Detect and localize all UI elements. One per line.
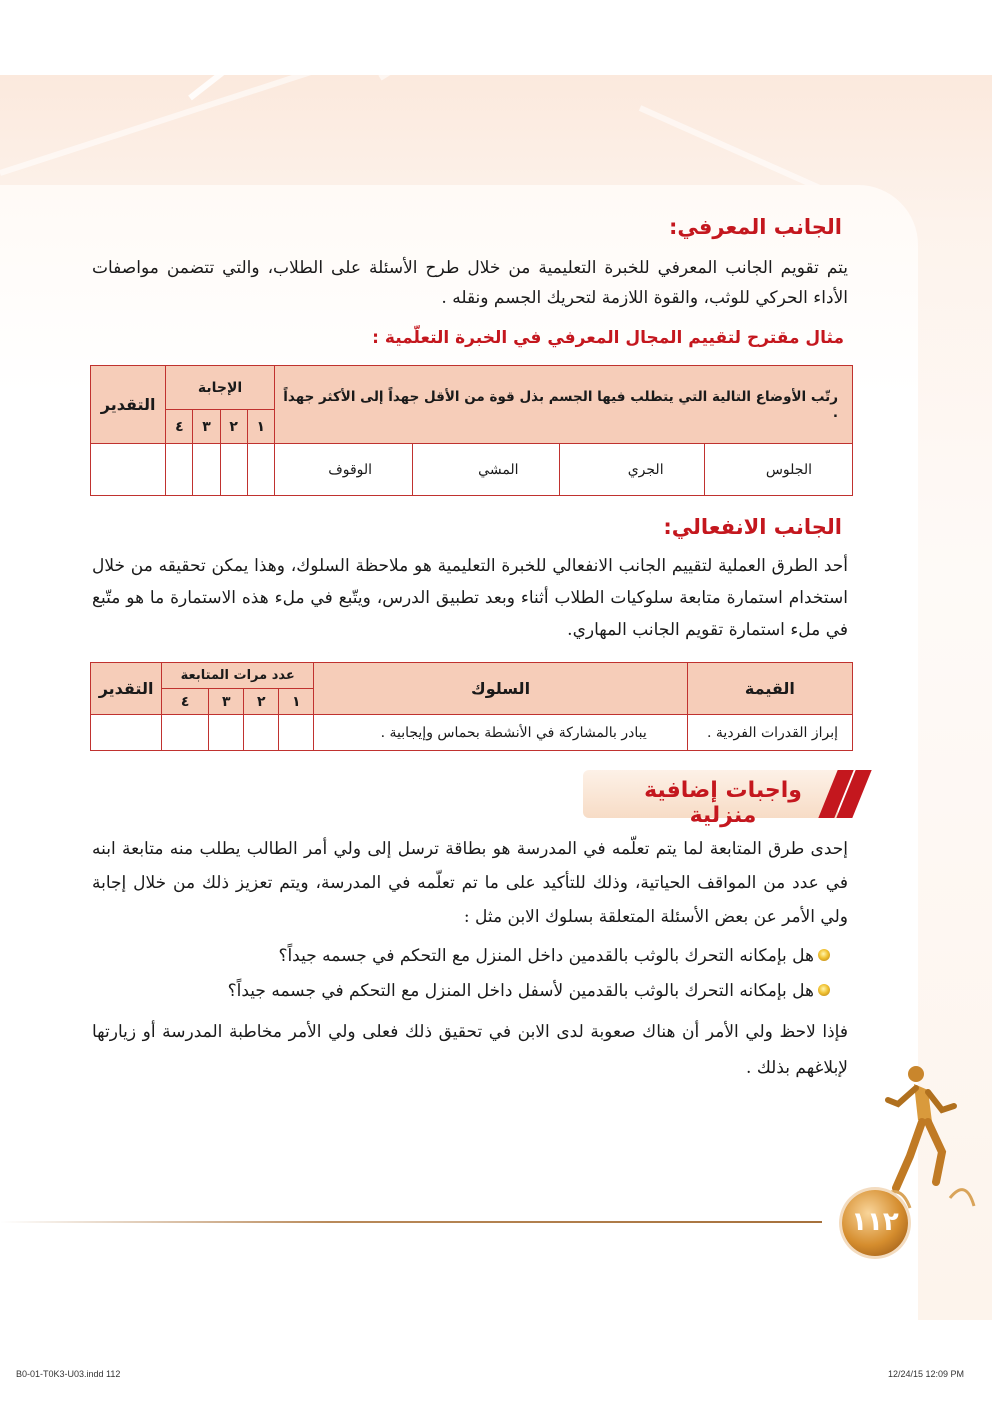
count-box[interactable] [244,715,279,751]
answer-number: ٣ [193,410,220,444]
behavior-header: السلوك [314,663,687,715]
option-cell [274,444,412,496]
answer-header: الإجابة [166,366,274,410]
option-text: المشي [478,461,519,478]
option-cell [559,444,704,496]
count-box[interactable] [162,715,209,751]
homework-title: واجبات إضافية منزلية [644,778,802,828]
behavior-cell [314,715,687,751]
behavior-text: يبادر بالمشاركة في الأنشطة بحماس وإيجابية . [380,724,647,741]
page-number-badge [842,1190,908,1256]
count-number: ٤ [162,689,209,715]
decorative-stripe [378,75,653,81]
file-slug: B0-01-T0K3-U03.indd 112 [16,1369,121,1379]
answer-number: ٤ [166,410,193,444]
section-title-cognitive: الجانب المعرفي: [668,215,842,239]
page-number: ١١٢ [851,1207,899,1237]
answer-box[interactable] [220,444,247,496]
option-text: الجري [627,461,664,478]
answer-number: ٢ [220,410,247,444]
example-title: مثال مقترح لتقييم المجال المعرفي في الخبرة التعلّمية : [372,328,844,348]
grade-box[interactable] [91,715,162,751]
answer-box[interactable] [247,444,274,496]
homework-question: هل بإمكانه التحرك بالوثب بالقدمين داخل المنزل مع التحكم في جسمه جيداً؟ [278,946,814,966]
grade-header: التقدير [91,366,166,444]
runner-head [908,1066,924,1082]
count-number: ٢ [244,689,279,715]
count-box[interactable] [209,715,244,751]
value-header: القيمة [687,663,852,715]
affective-paragraph: أحد الطرق العملية لتقييم الجانب الانفعالي للخبرة التعليمية هو ملاحظة السلوك، وهذا يمكن تحقيقه من خلال استخدام استمارة متابعة سلوكيات الطلاب أثناء وبعد تطبيق الدرس، ويتّبع في ملء هذه الاستمارة ما هو متّبع في ملء استمارة تقويم الجانب المهاري. [92,556,848,640]
runner-arm [928,1092,954,1110]
cognitive-paragraph: يتم تقويم الجانب المعرفي للخبرة التعليمية من خلال طرح الأسئلة على الطلاب، والتي تتضمن مواصفات الأداء الحركي للوثب، والقوة اللازمة لتحريك الجسم ونقله . [92,258,848,308]
runner-leg [928,1122,942,1182]
homework-closing: فإذا لاحظ ولي الأمر أن هناك صعوبة لدى الابن في تحقيق ذلك فعلى ولي الأمر مخاطبة المدرسة أو زيارتها لإبلاغهم بذلك . [92,1022,848,1078]
runner-arm [888,1088,916,1104]
bullet-icon [818,949,830,961]
option-text: الوقوف [328,461,373,478]
cognitive-assessment-table [90,365,853,496]
date-slug: 12/24/15 12:09 PM [887,1369,964,1379]
value-text: إبراز القدرات الفردية . [707,724,838,741]
decorative-stripe [0,75,315,176]
answer-number: ١ [247,410,274,444]
grade-box[interactable] [91,444,166,496]
motion-stroke [950,1190,974,1206]
section-title-affective: الجانب الانفعالي: [663,515,842,539]
homework-intro: إحدى طرق المتابعة لما يتم تعلّمه في المدرسة هو بطاقة ترسل إلى ولي أمر الطالب يطلب منه متابعة ابنه في عدد من المواقف الحياتية، وذلك للتأكيد على ما تم تعلّمه في المدرسة، ويتم تعزيز ذلك من خلال إجابة ولي الأمر عن بعض الأسئلة المتعلقة بسلوك الابن مثل : [92,839,848,927]
answer-box[interactable] [193,444,220,496]
runner-leg [896,1122,922,1188]
count-header: عدد مرات المتابعة [162,663,314,689]
answer-box[interactable] [166,444,193,496]
count-box[interactable] [279,715,314,751]
behavior-followup-table [90,662,853,751]
grade-header: التقدير [91,663,162,715]
option-cell [413,444,560,496]
runner-illustration [870,1060,980,1210]
option-text: الجلوس [765,461,812,478]
question-text: رتّب الأوضاع التالية التي يتطلب فيها الجسم بذل قوة من الأقل جهداً إلى الأكثر جهداً . [283,388,838,421]
count-number: ٣ [209,689,244,715]
count-number: ١ [279,689,314,715]
homework-banner [583,770,838,828]
footer-rule [0,1221,822,1223]
option-cell [704,444,852,496]
homework-question: هل بإمكانه التحرك بالوثب بالقدمين لأسفل داخل المنزل مع التحكم في جسمه جيداً؟ [227,981,814,1001]
question-cell [274,366,852,444]
value-cell [687,715,852,751]
bullet-icon [818,984,830,996]
